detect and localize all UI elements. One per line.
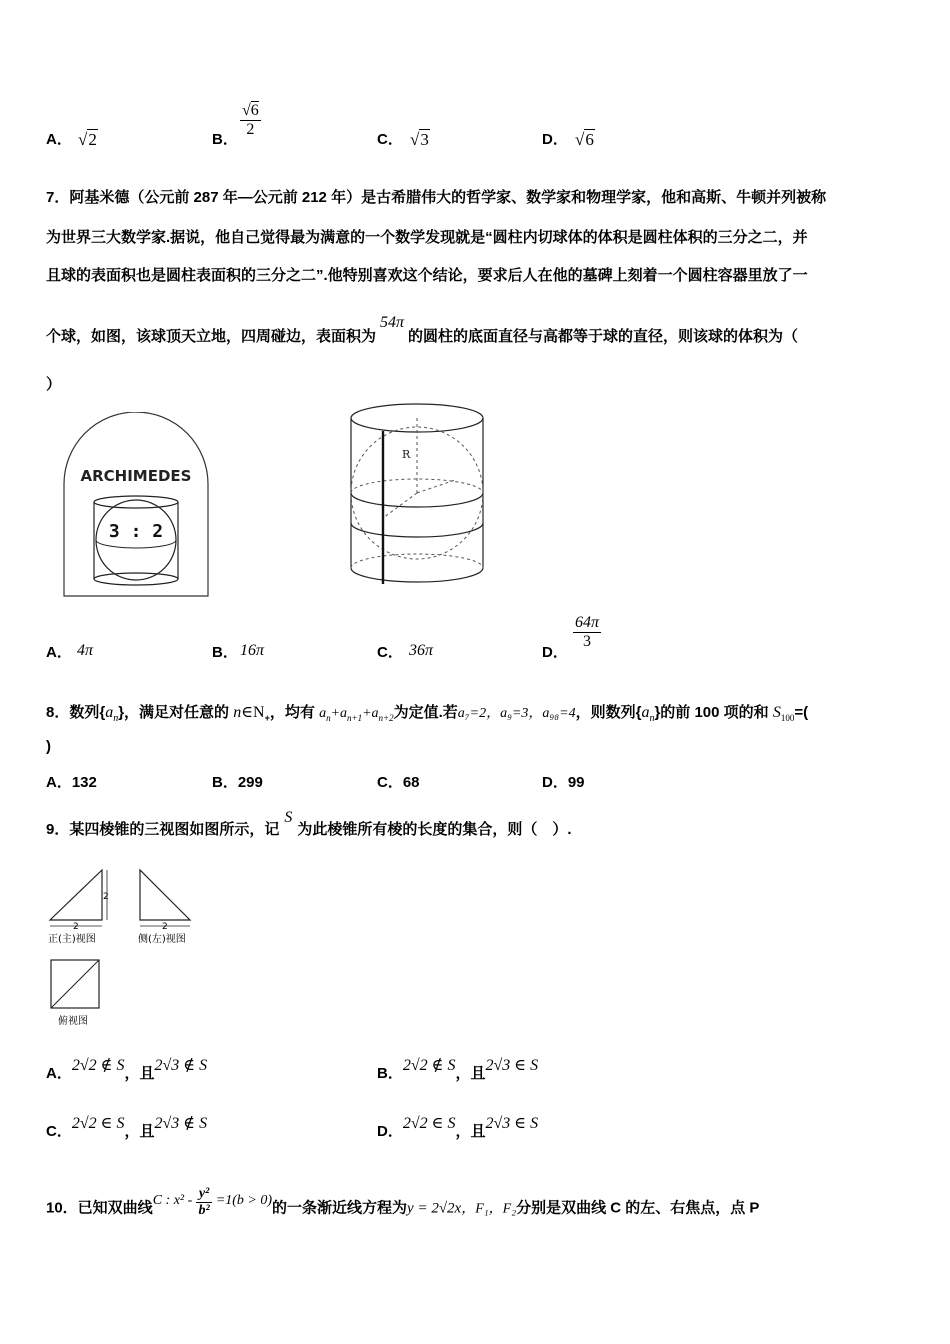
q8-sum-expr: $a_n+a_{n+1}+a_{n+2}$ [319, 706, 394, 723]
tombstone-title: ARCHIMEDES [80, 467, 192, 485]
q8-line-2: ) [46, 738, 51, 755]
radius-label: R [402, 448, 411, 461]
q8-option-b: B．299 [212, 774, 263, 791]
q7-option-a-label: A． [46, 644, 72, 661]
q6-option-c-value: √3 [410, 130, 429, 149]
q9-stem: 9．某四棱锥的三视图如图所示，记S为此棱锥所有棱的长度的集合，则（ ）. [46, 809, 572, 838]
q8-option-c: C．68 [377, 774, 420, 791]
svg-text:2: 2 [103, 892, 109, 902]
q7-option-d-fraction: $\frac{64\pi}{3}$ [575, 614, 600, 650]
q7-line-1: 7．阿基米德（公元前 287 年—公元前 212 年）是古希腊伟大的哲学家、数学家和物理学家，他和高斯、牛顿并列被称 [46, 189, 827, 206]
archimedes-tombstone-figure [58, 412, 218, 602]
q7-line-4: 个球，如图，该球顶天立地，四周碰边，表面积为54π的圆柱的底面直径与高都等于球的直径，则该球的体积为（ [46, 314, 799, 345]
front-view-triangle [50, 870, 102, 920]
q7-option-d-label: D． [542, 644, 568, 661]
q6-option-a-label: A． [46, 131, 72, 148]
q6-option-b-fraction: $\frac{√6}{2}$ [242, 102, 259, 138]
q7-option-c-value: 36π [409, 642, 434, 659]
q8-option-d: D．99 [542, 774, 585, 791]
q9-option-c: C．2√2 ∈ S，且2√3 ∉ S [46, 1115, 208, 1140]
q7-line-2: 为世界三大数学家.据说，他自己觉得最为满意的一个数学发现就是“圆柱内切球体的体积是圆柱体积的三分之二，并 [46, 229, 808, 246]
tombstone-ratio: 3 : 2 [108, 521, 164, 542]
q6-option-d-label: D． [542, 131, 568, 148]
cylinder-sphere-figure [345, 398, 490, 598]
q7-option-c-label: C． [377, 644, 403, 661]
svg-text:2: 2 [73, 922, 79, 932]
q10-stem: 10．已知双曲线C : x² - $\frac{\text{y²}}{\text{b²}}$ =1(b > 0)的一条渐近线方程为y = 2√2x，F₁，F₂分别是双曲线 C 的左、右焦点，点 P [46, 1186, 760, 1218]
q7-surface-area: 54π [380, 314, 405, 331]
q9-option-b: B．2√2 ∉ S，且2√3 ∈ S [377, 1057, 539, 1082]
q6-option-c-label: C． [377, 131, 403, 148]
side-view-triangle [140, 870, 190, 920]
q10-fraction: $\frac{\text{y²}}{\text{b²}}$ [198, 1186, 210, 1218]
svg-text:2: 2 [162, 922, 168, 932]
q6-option-b-label: B． [212, 131, 238, 148]
q7-option-b-label: B． [212, 644, 238, 661]
q7-line-5: ） [46, 376, 62, 393]
front-view-caption: 正(主)视图 [48, 934, 96, 945]
q8-line-1: 8．数列$\{a_n\}$，满足对任意的 $n\in N_+$，均有 $a_n+a_{n+1}+a_{n+2}$为定值.若a₇=2，a₉=3，a₉₈=4，则数列$\{a_n\}$的前 100 项的和 $S_{100}=$( [46, 704, 809, 724]
side-view-caption: 侧(左)视图 [138, 934, 186, 945]
q6-option-d-value: √6 [575, 130, 594, 149]
q7-line-3: 且球的表面积也是圆柱表面积的三分之二”.他特别喜欢这个结论，要求后人在他的墓碑上刻着一个圆柱容器里放了一 [46, 267, 808, 284]
q9-option-d: D．2√2 ∈ S，且2√3 ∈ S [377, 1115, 539, 1140]
top-view-caption: 俯视图 [58, 1016, 88, 1027]
q7-option-a-value: 4π [77, 642, 94, 659]
q6-option-a-value: √2 [78, 130, 97, 149]
q7-option-b-value: 16π [240, 642, 265, 659]
q9-option-a: A．2√2 ∉ S，且2√3 ∉ S [46, 1057, 208, 1082]
q8-option-a: A．132 [46, 774, 97, 791]
three-view-figure [44, 864, 204, 1034]
